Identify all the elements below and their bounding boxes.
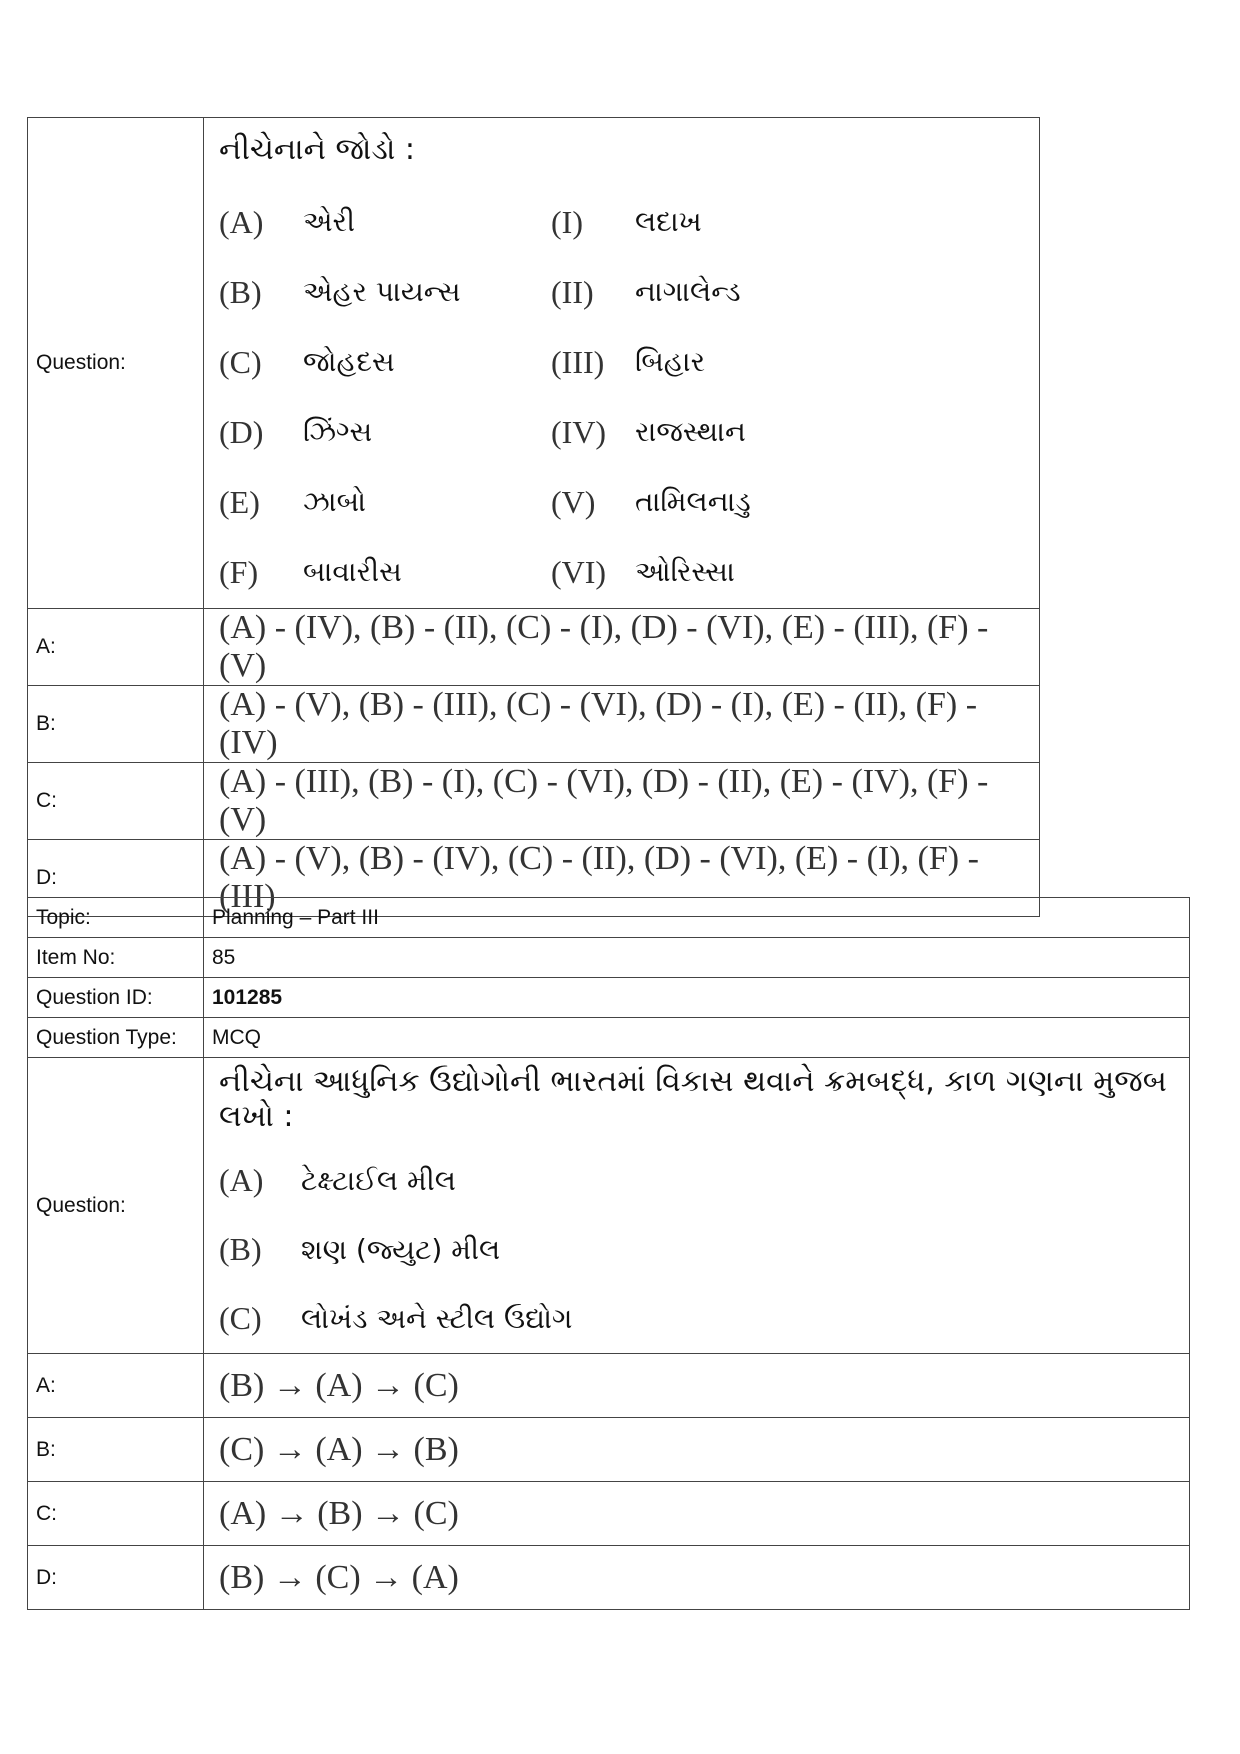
item-no-value: 85: [204, 938, 1190, 978]
option-a-label: A:: [28, 609, 204, 686]
option-c: (A) → (B) → (C): [204, 1482, 1190, 1546]
option-d-label: D:: [28, 1546, 204, 1610]
right-text: નાગાલેન્ડ: [635, 275, 741, 308]
left-key: (C): [219, 344, 262, 380]
question-label: Question:: [28, 118, 204, 609]
item-text: ટેક્ષ્ટાઈલ મીલ: [301, 1164, 456, 1197]
list-item: [219, 1284, 1189, 1353]
option-a-label: A:: [28, 1354, 204, 1418]
right-key: (VI): [551, 554, 607, 590]
left-text: ઝાબો: [303, 485, 367, 518]
left-key: (B): [219, 274, 262, 310]
option-b-label: B:: [28, 686, 204, 763]
option-d: (B) → (C) → (A): [204, 1546, 1190, 1610]
question-id-label: Question ID:: [28, 978, 204, 1018]
option-c-label: C:: [28, 763, 204, 840]
left-text: એહર પાયન્સ: [303, 275, 461, 308]
topic-value: Planning – Part III: [204, 898, 1190, 938]
option-b: (C) → (A) → (B): [204, 1418, 1190, 1482]
left-text: ઝિંગ્સ: [303, 415, 373, 448]
option-d: (A) - (V), (B) - (IV), (C) - (II), (D) - (VI), (E) - (I), (F) - (III): [204, 840, 1040, 917]
question-type-label: Question Type:: [28, 1018, 204, 1058]
left-key: (E): [219, 484, 260, 520]
right-key: (I): [551, 204, 583, 240]
question-type-value: MCQ: [204, 1018, 1190, 1058]
right-text: તામિલનાડુ: [635, 485, 751, 518]
item-text: લોખંડ અને સ્ટીલ ઉદ્યોગ: [301, 1302, 573, 1335]
right-key: (IV): [551, 414, 607, 450]
list-item: [219, 1215, 1189, 1284]
option-a: (A) - (IV), (B) - (II), (C) - (I), (D) - (VI), (E) - (III), (F) - (V): [204, 609, 1040, 686]
right-text: રાજસ્થાન: [635, 415, 746, 448]
right-text: બિહાર: [635, 345, 706, 378]
option-a: (B) → (A) → (C): [204, 1354, 1190, 1418]
match-list: [219, 187, 1039, 607]
right-text: ઓરિસ્સા: [635, 555, 735, 588]
option-d-label: D:: [28, 840, 204, 917]
item-key: (C): [219, 1300, 262, 1336]
right-text: લદાખ: [635, 205, 702, 238]
list-item: [219, 1146, 1189, 1215]
question-content: [204, 1058, 1190, 1354]
question-id-value: 101285: [204, 978, 1190, 1018]
left-key: (D): [219, 414, 264, 450]
left-key: (F): [219, 554, 259, 590]
left-key: (A): [219, 204, 264, 240]
question-content: [204, 118, 1040, 609]
question-table-1: [27, 117, 1040, 917]
option-b-label: B:: [28, 1418, 204, 1482]
item-key: (B): [219, 1231, 262, 1267]
right-key: (III): [551, 344, 605, 380]
question-stem: નીચેના આધુનિક ઉદ્યોગોની ભારતમાં વિકાસ થવાને ક્રમબદ્ધ, કાળ ગણના મુજબ લખો :: [219, 1064, 1167, 1134]
option-c: (A) - (III), (B) - (I), (C) - (VI), (D) - (II), (E) - (IV), (F) - (V): [204, 763, 1040, 840]
left-text: એરી: [303, 205, 356, 238]
right-key: (II): [551, 274, 594, 310]
question-table-2: [27, 897, 1190, 1610]
item-text: શણ (જ્યુટ) મીલ: [301, 1233, 501, 1266]
topic-label: Topic:: [28, 898, 204, 938]
item-list: [219, 1146, 1189, 1353]
item-key: (A): [219, 1162, 264, 1198]
right-key: (V): [551, 484, 596, 520]
option-c-label: C:: [28, 1482, 204, 1546]
question-stem: નીચેનાને જોડો :: [219, 132, 416, 167]
option-b: (A) - (V), (B) - (III), (C) - (VI), (D) - (I), (E) - (II), (F) - (IV): [204, 686, 1040, 763]
question-label: Question:: [28, 1058, 204, 1354]
item-no-label: Item No:: [28, 938, 204, 978]
left-text: બાવારીસ: [303, 555, 402, 588]
left-text: જોહદસ: [303, 345, 395, 378]
